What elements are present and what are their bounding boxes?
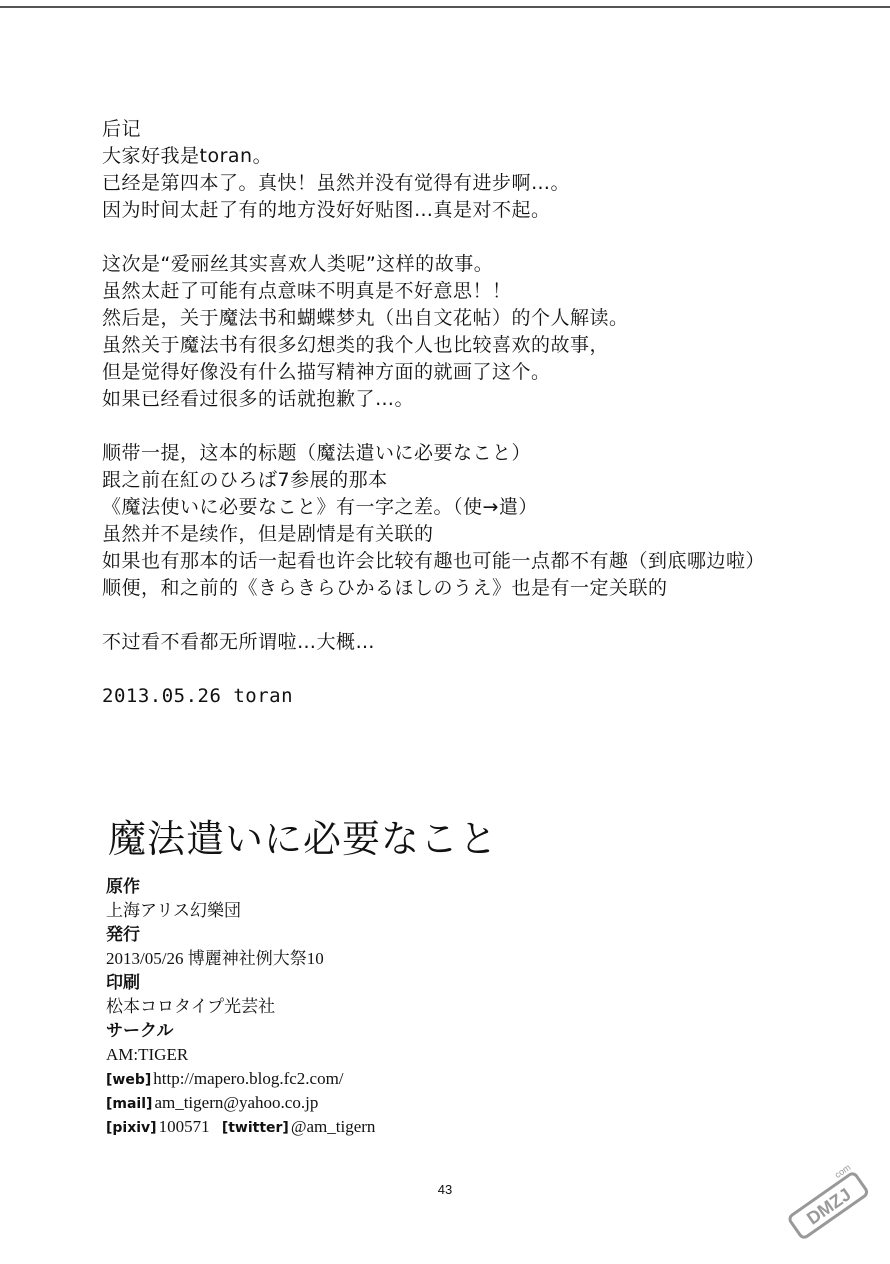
publish-value: 2013/05/26 博麗神社例大祭10	[106, 949, 324, 968]
afterword-line: 虽然关于魔法书有很多幻想类的我个人也比较喜欢的故事，	[102, 334, 610, 356]
afterword-heading: 后记	[102, 118, 142, 140]
mail-address[interactable]: am_tigern@yahoo.co.jp	[154, 1093, 319, 1112]
afterword-date-signature: 2013.05.26 toran	[102, 685, 294, 707]
colophon-section	[106, 815, 806, 1139]
dmzj-watermark-logo	[784, 1162, 876, 1242]
afterword-line: 因为时间太赶了有的地方没好好贴图…真是对不起。	[102, 199, 551, 221]
afterword-line: 不过看不看都无所谓啦…大概…	[102, 631, 376, 653]
pixiv-twitter-row	[106, 1115, 806, 1139]
pixiv-id[interactable]: 100571	[158, 1117, 210, 1136]
print-label: 印刷	[106, 973, 140, 993]
web-tag: [web]	[106, 1072, 152, 1088]
afterword-line: 但是觉得好像没有什么描写精神方面的就画了这个。	[102, 361, 551, 383]
afterword-line: 《魔法使いに必要なこと》有一字之差。（使→遣）	[102, 496, 538, 518]
circle-value: AM:TIGER	[106, 1045, 189, 1064]
afterword-line: 顺便，和之前的《きらきらひかるほしのうえ》也是有一定关联的	[102, 577, 668, 599]
twitter-handle[interactable]: @am_tigern	[290, 1117, 376, 1136]
original-work-label: 原作	[106, 877, 140, 897]
book-title: 魔法遣いに必要なこと	[108, 817, 499, 861]
watermark-sub: com	[832, 1162, 853, 1181]
print-value: 松本コロタイプ光芸社	[106, 997, 276, 1016]
web-row	[106, 1067, 806, 1091]
top-border	[0, 0, 890, 8]
web-link[interactable]: http://mapero.blog.fc2.com/	[153, 1069, 344, 1088]
afterword-line: 跟之前在紅のひろば7参展的那本	[102, 469, 388, 491]
mail-tag: [mail]	[106, 1096, 153, 1112]
watermark-text: DMZJ	[803, 1184, 855, 1229]
pixiv-tag: [pixiv]	[106, 1120, 157, 1136]
afterword-line: 如果已经看过很多的话就抱歉了…。	[102, 388, 415, 410]
afterword-line: 已经是第四本了。真快！虽然并没有觉得有进步啊…。	[102, 172, 571, 194]
mail-row	[106, 1091, 806, 1115]
afterword-line: 然后是，关于魔法书和蝴蝶梦丸（出自文花帖）的个人解读。	[102, 307, 629, 329]
afterword-line: 如果也有那本的话一起看也许会比较有趣也可能一点都不有趣（到底哪边啦）	[102, 550, 766, 572]
afterword-section	[102, 116, 842, 710]
afterword-line: 虽然并不是续作，但是剧情是有关联的	[102, 523, 434, 545]
afterword-line: 这次是“爱丽丝其实喜欢人类呢”这样的故事。	[102, 253, 494, 275]
page-number: 43	[437, 1182, 453, 1197]
afterword-line: 虽然太赶了可能有点意味不明真是不好意思！！	[102, 280, 512, 302]
twitter-tag: [twitter]	[221, 1120, 289, 1136]
publish-label: 発行	[106, 925, 140, 945]
original-work-value: 上海アリス幻樂団	[106, 901, 241, 920]
afterword-line: 顺带一提，这本的标题（魔法遣いに必要なこと）	[102, 442, 532, 464]
afterword-line: 大家好我是toran。	[102, 145, 273, 167]
circle-label: サークル	[106, 1021, 174, 1041]
